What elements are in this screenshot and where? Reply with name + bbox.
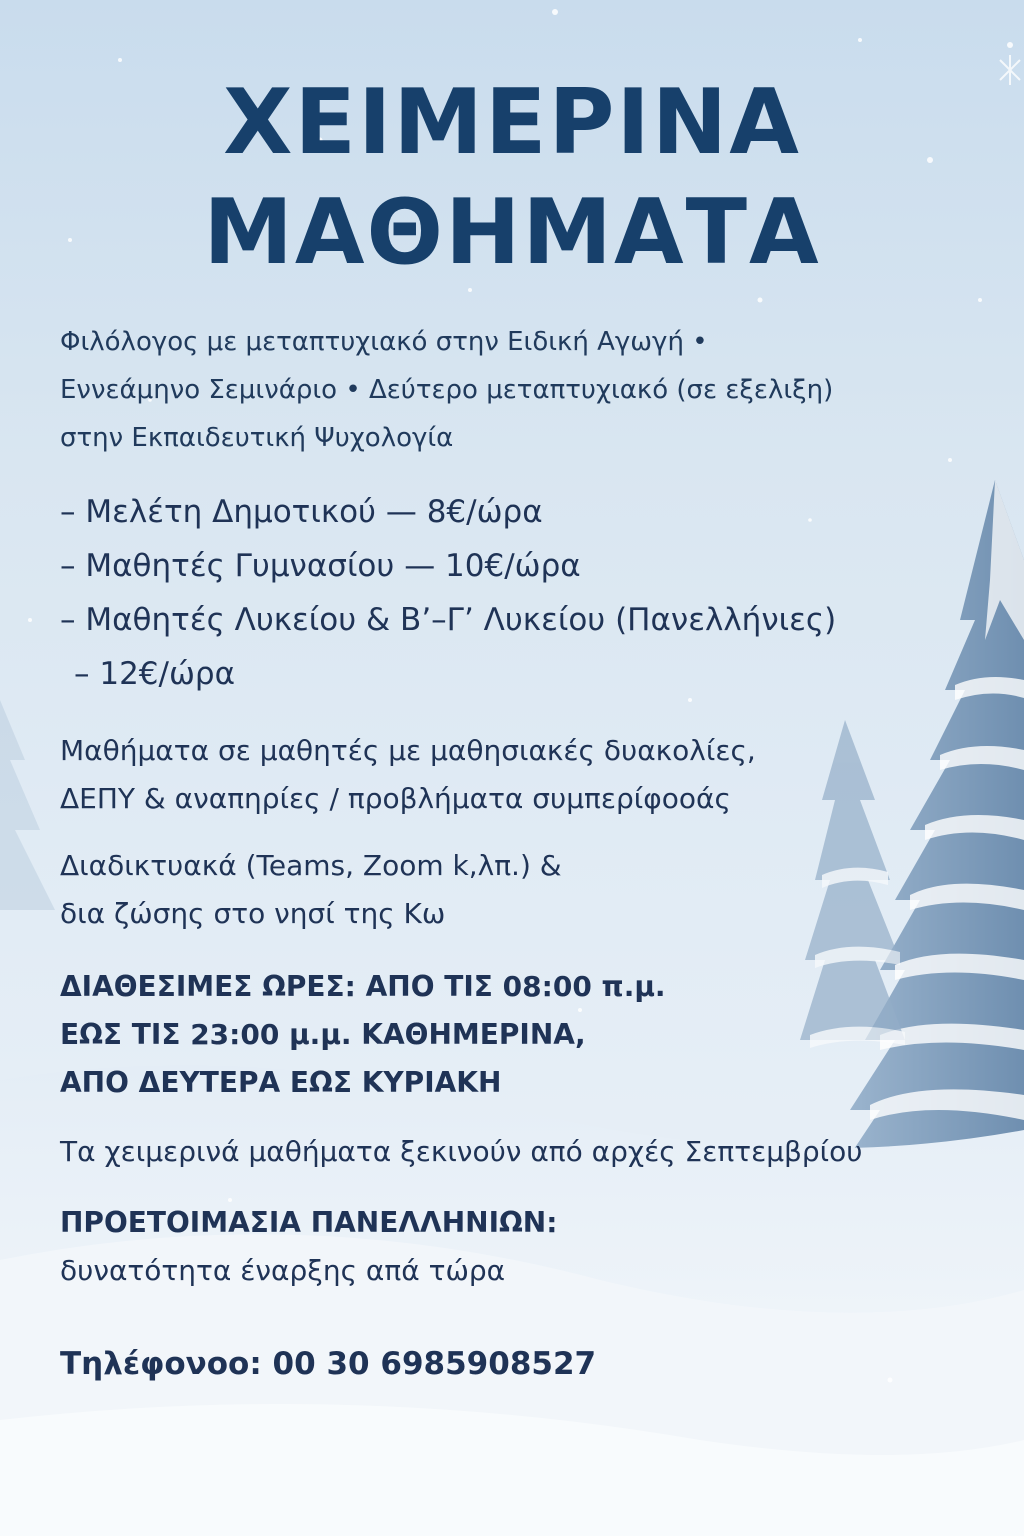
- mode-line-1: Διαδικτυακά (Teams, Zoom k,λπ.) &: [60, 849, 562, 882]
- start-date-note: [60, 1128, 862, 1176]
- title-line-1: ΧΕΙΜΕΡΙΝΑ: [223, 70, 801, 175]
- special-line-2: ΔΕΠΥ & αναπηρίες / προβλήματα συμπερίφοοάς: [60, 782, 731, 815]
- hours-line-2: ΕΩΣ ΤΙΣ 23:00 μ.μ. ΚΑΘΗΜΕΡΙΝΑ,: [60, 1018, 586, 1051]
- hours-line-3: ΑΠΟ ΔΕΥΤΕΡΑ ΕΩΣ ΚΥΡΙΑΚΗ: [60, 1066, 502, 1099]
- price-item-lyceum-rate: – 12€/ώρα: [74, 656, 236, 692]
- exam-prep-note: [60, 1199, 557, 1295]
- qualification-line-2: Εννεάμηνο Σεμινάριο • Δεύτερο μεταπτυχιακό (σε εξελιξη): [60, 375, 834, 405]
- title-line-2: ΜΑΘΗΜΑΤΑ: [203, 180, 821, 285]
- teacher-qualifications: [60, 318, 990, 462]
- exam-prep-heading: ΠΡΟΕΤΟΙΜΑΣΙΑ ΠΑΝΕΛΛΗΝΙΩΝ:: [60, 1206, 558, 1239]
- hours-line-1: ΔΙΑΘΕΣΙΜΕΣ ΩΡΕΣ: ΑΠΟ ΤΙΣ 08:00 π.μ.: [60, 970, 666, 1003]
- exam-prep-line: δυνατότητα έναρξης απά τώρα: [60, 1254, 506, 1287]
- special-needs-note: [60, 727, 756, 823]
- mode-line-2: δια ζώσης στο νησί της Κω: [60, 897, 446, 930]
- contact-phone: [60, 1340, 596, 1388]
- price-item-primary: – Μελέτη Δημοτικού — 8€/ώρα: [60, 494, 543, 530]
- price-item-lyceum: – Μαθητές Λυκείου & Β’–Γ’ Λυκείου (Πανελλήνιες): [60, 602, 837, 638]
- start-line: Τα χειμερινά μαθήματα ξεκινούν από αρχές Σεπτεμβρίου: [60, 1135, 863, 1168]
- phone-number: Τηλέφονοο: 00 30 6985908527: [60, 1346, 597, 1382]
- qualification-line-3: στην Εκπαιδευτική Ψυχολογία: [60, 423, 454, 453]
- price-list: [60, 485, 960, 701]
- special-line-1: Μαθήματα σε μαθητές με μαθησιακές δυακολίες,: [60, 734, 756, 767]
- price-item-gymnasium: – Μαθητές Γυμνασίου — 10€/ώρα: [60, 548, 581, 584]
- qualification-line-1: Φιλόλογος με μεταπτυχιακό στην Ειδική Αγωγή •: [60, 327, 708, 357]
- available-hours: [60, 963, 666, 1107]
- lesson-mode-note: [60, 842, 562, 938]
